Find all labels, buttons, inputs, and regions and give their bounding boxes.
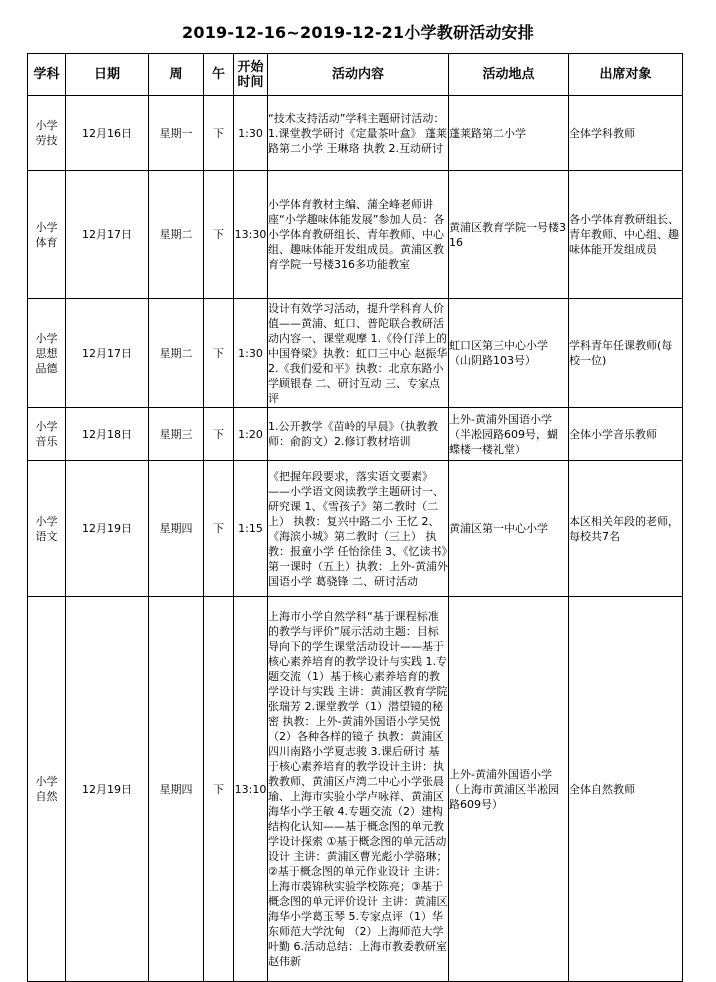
cell-attendees: 学科青年任课教师(每校一位) xyxy=(569,299,683,408)
table-header-row xyxy=(28,54,683,96)
header-half-day: 午 xyxy=(204,54,234,96)
table-row xyxy=(28,96,683,171)
cell-start-time: 1:20 xyxy=(234,408,268,461)
cell-half-day: 下 xyxy=(204,96,234,171)
cell-date: 12月19日 xyxy=(66,597,149,982)
cell-location: 上外-黄浦外国语小学（半凇园路609号，蝴蝶楼一楼礼堂） xyxy=(449,408,569,461)
cell-subject: 小学 语文 xyxy=(28,461,66,597)
cell-location: 虹口区第三中心小学（山阴路103号） xyxy=(449,299,569,408)
header-attendees: 出席对象 xyxy=(569,54,683,96)
cell-weekday: 星期二 xyxy=(149,171,204,299)
cell-attendees: 全体自然教师 xyxy=(569,597,683,982)
cell-start-time: 13:30 xyxy=(234,171,268,299)
cell-start-time: 1:30 xyxy=(234,299,268,408)
header-start-time: 开始 时间 xyxy=(234,54,268,96)
header-weekday: 周 xyxy=(149,54,204,96)
cell-content: 《把握年段要求，落实语文要素》——小学语文阅读教学主题研讨一、研究课 1、《雪孩子》第二教时（二上） 执教：复兴中路二小 王忆 2、《海滨小城》第二教时（三上） 执教：报童小学 任怡徐佳 3、《忆读书》第一课时（五上）执教：上外-黄浦外国语小学 葛骁锋 二、研讨活动 xyxy=(268,461,449,597)
cell-attendees: 本区相关年段的老师，每校共7名 xyxy=(569,461,683,597)
table-row xyxy=(28,461,683,597)
table-row xyxy=(28,299,683,408)
schedule-table xyxy=(27,53,683,982)
cell-attendees: 全体小学音乐教师 xyxy=(569,408,683,461)
cell-date: 12月17日 xyxy=(66,299,149,408)
cell-subject: 小学 自然 xyxy=(28,597,66,982)
cell-location: 黄浦区第一中心小学 xyxy=(449,461,569,597)
table-row xyxy=(28,408,683,461)
header-content: 活动内容 xyxy=(268,54,449,96)
cell-start-time: 13:10 xyxy=(234,597,268,982)
header-date: 日期 xyxy=(66,54,149,96)
cell-content: 上海市小学自然学科“基于课程标准的教学与评价”展示活动主题：目标导向下的学生课堂活动设计——基于核心素养培育的教学设计与实践 1.专题交流（1）基于核心素养培育的教学设计与实践 主讲：黄浦区教育学院张瑞芳 2.课堂教学（1）潜望镜的秘密 执教：上外-黄浦外国语小学吴悦 （2）各种各样的镜子 执教：黄浦区四川南路小学夏志骏 3.课后研讨 基于核心素养培育的教学设计主讲：执教教师、黄浦区卢湾二中心小学张晨瑜、上海市实验小学卢咏祥、黄浦区海华小学王敏 4.专题交流（2）建构结构化认知——基于概念图的单元教学设计探索 ①基于概念图的单元活动设计 主讲：黄浦区曹光彪小学骆琳；②基于概念图的单元作业设计 主讲：上海市裘锦秋实验学校陈亮；③基于概念图的单元评价设计 主讲：黄浦区海华小学葛玉琴 5.专家点评（1）华东师范大学沈甸 （2）上海师范大学叶勤 6.活动总结：上海市教委教研室赵伟新 xyxy=(268,597,449,982)
cell-attendees: 全体学科教师 xyxy=(569,96,683,171)
header-subject: 学科 xyxy=(28,54,66,96)
cell-location: 蓬莱路第二小学 xyxy=(449,96,569,171)
cell-content: 1.公开教学《苗岭的早晨》（执教教师：俞韵文）2.修订教材培训 xyxy=(268,408,449,461)
cell-start-time: 1:15 xyxy=(234,461,268,597)
cell-weekday: 星期四 xyxy=(149,461,204,597)
cell-half-day: 下 xyxy=(204,597,234,982)
cell-subject: 小学 劳技 xyxy=(28,96,66,171)
cell-half-day: 下 xyxy=(204,408,234,461)
cell-date: 12月17日 xyxy=(66,171,149,299)
cell-content: 小学体育教材主编、蒲全峰老师讲座“小学趣味体能发展”参加人员：各小学体育教研组长、青年教师、中心组、趣味体能开发组成员。黄浦区教育学院一号楼316多功能教室 xyxy=(268,171,449,299)
cell-subject: 小学 音乐 xyxy=(28,408,66,461)
cell-date: 12月16日 xyxy=(66,96,149,171)
cell-weekday: 星期四 xyxy=(149,597,204,982)
cell-weekday: 星期一 xyxy=(149,96,204,171)
cell-subject: 小学 思想 品德 xyxy=(28,299,66,408)
cell-start-time: 1:30 xyxy=(234,96,268,171)
cell-weekday: 星期三 xyxy=(149,408,204,461)
cell-content: 设计有效学习活动，提升学科育人价值——黄浦、虹口、普陀联合教研活动内容一、课堂观摩 1.《伶仃洋上的中国脊梁》执教：虹口三中心 赵振华 2.《我们爱和平》执教：北京东路小学顾银春 二、研讨互动 三、专家点评 xyxy=(268,299,449,408)
table-row xyxy=(28,597,683,982)
cell-half-day: 下 xyxy=(204,299,234,408)
cell-location: 黄浦区教育学院一号楼316 xyxy=(449,171,569,299)
cell-half-day: 下 xyxy=(204,461,234,597)
cell-location: 上外-黄浦外国语小学（上海市黄浦区半凇园路609号） xyxy=(449,597,569,982)
cell-weekday: 星期二 xyxy=(149,299,204,408)
table-row xyxy=(28,171,683,299)
header-location: 活动地点 xyxy=(449,54,569,96)
cell-half-day: 下 xyxy=(204,171,234,299)
cell-date: 12月18日 xyxy=(66,408,149,461)
cell-subject: 小学 体育 xyxy=(28,171,66,299)
cell-attendees: 各小学体育教研组长、青年教师、中心组、趣味体能开发组成员 xyxy=(569,171,683,299)
page-title: 2019-12-16~2019-12-21小学教研活动安排 xyxy=(182,23,534,42)
cell-date: 12月19日 xyxy=(66,461,149,597)
cell-content: “技术支持活动”学科主题研讨活动： 1.课堂教学研讨《定量茶叶盒》 蓬莱路第二小学 王琳珞 执教 2.互动研讨 xyxy=(268,96,449,171)
